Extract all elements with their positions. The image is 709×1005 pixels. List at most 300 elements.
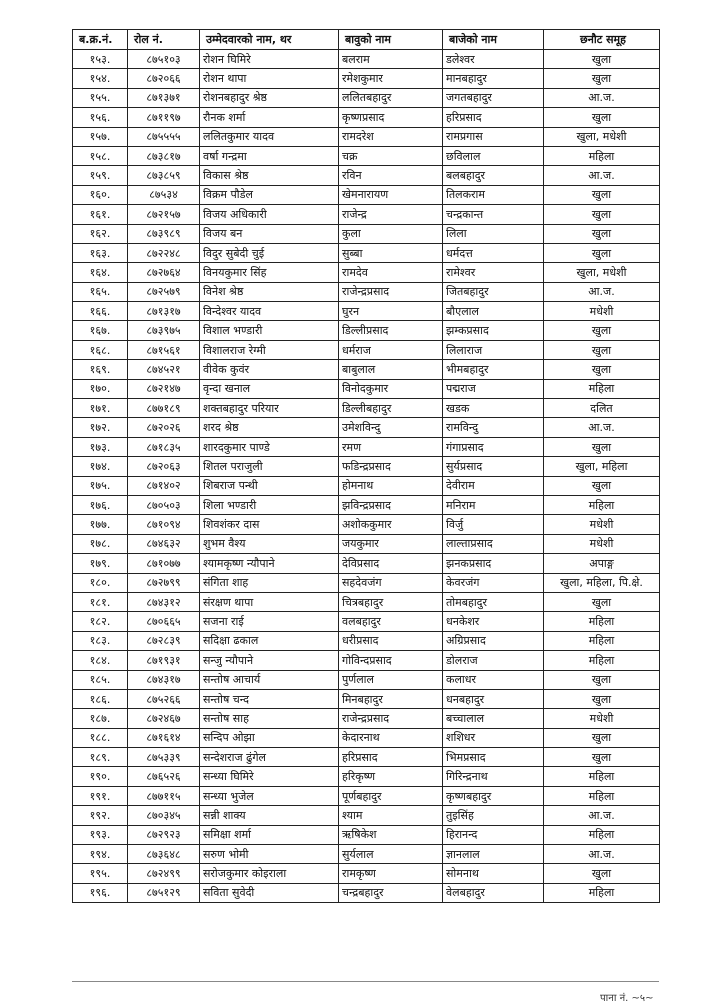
selection-group-cell: महिला: [544, 825, 660, 844]
serial-no-cell: १६४.: [73, 263, 128, 282]
roll-no-cell: ८७१९३१: [128, 651, 200, 670]
candidate-list-table: [72, 29, 660, 903]
serial-no-cell: १५८.: [73, 146, 128, 165]
grandfather-name-cell: भिमप्रसाद: [443, 748, 544, 767]
table-row: [73, 845, 660, 864]
candidate-name-cell: वीवेक कुवंर: [200, 360, 339, 379]
selection-group-cell: आ.ज.: [544, 282, 660, 301]
father-name-cell: सुर्यलाल: [339, 845, 443, 864]
table-row: [73, 883, 660, 902]
selection-group-cell: खुला: [544, 50, 660, 69]
serial-no-cell: १६२.: [73, 224, 128, 243]
table-row: [73, 205, 660, 224]
serial-no-cell: १५३.: [73, 50, 128, 69]
roll-no-cell: ८७४३१२: [128, 592, 200, 611]
selection-group-cell: खुला: [544, 243, 660, 262]
selection-group-cell: दलित: [544, 399, 660, 418]
father-name-cell: रमण: [339, 437, 443, 456]
serial-no-cell: १५६.: [73, 108, 128, 127]
grandfather-name-cell: जगतबहादुर: [443, 88, 544, 107]
grandfather-name-cell: देवीराम: [443, 476, 544, 495]
table-row: [73, 495, 660, 514]
grandfather-name-cell: हरिप्रसाद: [443, 108, 544, 127]
grandfather-name-cell: सोमनाथ: [443, 864, 544, 883]
selection-group-cell: खुला: [544, 728, 660, 747]
father-name-cell: हरिकृष्ण: [339, 767, 443, 786]
header-selection-group: छनौट समूह: [544, 30, 660, 50]
roll-no-cell: ८७२१४७: [128, 379, 200, 398]
table-row: [73, 786, 660, 805]
father-name-cell: झविन्द्रप्रसाद: [339, 495, 443, 514]
father-name-cell: पुर्णलाल: [339, 670, 443, 689]
roll-no-cell: ८७६५२६: [128, 767, 200, 786]
roll-no-cell: ८७२४९९: [128, 864, 200, 883]
roll-no-cell: ८७१८३५: [128, 437, 200, 456]
grandfather-name-cell: चन्द्रकान्त: [443, 205, 544, 224]
father-name-cell: चक्र: [339, 146, 443, 165]
roll-no-cell: ८७१४०२: [128, 476, 200, 495]
father-name-cell: बाबुलाल: [339, 360, 443, 379]
serial-no-cell: १८१.: [73, 592, 128, 611]
grandfather-name-cell: केवरजंग: [443, 573, 544, 592]
serial-no-cell: १८८.: [73, 728, 128, 747]
selection-group-cell: खुला, महिला, पि.क्षे.: [544, 573, 660, 592]
serial-no-cell: १८३.: [73, 631, 128, 650]
serial-no-cell: १५४.: [73, 69, 128, 88]
roll-no-cell: ८७२१५७: [128, 205, 200, 224]
roll-no-cell: ८७५१०३: [128, 50, 200, 69]
roll-no-cell: ८७५२६६: [128, 689, 200, 708]
grandfather-name-cell: छविलाल: [443, 146, 544, 165]
table-row: [73, 476, 660, 495]
father-name-cell: चन्द्रबहादुर: [339, 883, 443, 902]
candidate-name-cell: शिवशंकर दास: [200, 515, 339, 534]
grandfather-name-cell: लिला: [443, 224, 544, 243]
roll-no-cell: ८७५५५५: [128, 127, 200, 146]
table-row: [73, 127, 660, 146]
selection-group-cell: महिला: [544, 631, 660, 650]
grandfather-name-cell: डलेश्वर: [443, 50, 544, 69]
selection-group-cell: खुला, मधेशी: [544, 127, 660, 146]
grandfather-name-cell: धनकेशर: [443, 612, 544, 631]
serial-no-cell: १७३.: [73, 437, 128, 456]
roll-no-cell: ८७२०६६: [128, 69, 200, 88]
table-row: [73, 825, 660, 844]
candidate-name-cell: विदुर सुबेदी चुई: [200, 243, 339, 262]
selection-group-cell: खुला: [544, 340, 660, 359]
candidate-name-cell: विशाल भण्डारी: [200, 321, 339, 340]
roll-no-cell: ८७३९७५: [128, 321, 200, 340]
serial-no-cell: १८४.: [73, 651, 128, 670]
roll-no-cell: ८७१६१४: [128, 728, 200, 747]
grandfather-name-cell: तिलकराम: [443, 185, 544, 204]
grandfather-name-cell: कलाधर: [443, 670, 544, 689]
selection-group-cell: खुला: [544, 476, 660, 495]
candidate-name-cell: विनयकुमार सिंह: [200, 263, 339, 282]
selection-group-cell: खुला: [544, 689, 660, 708]
father-name-cell: रामकृष्ण: [339, 864, 443, 883]
serial-no-cell: १९३.: [73, 825, 128, 844]
selection-group-cell: महिला: [544, 786, 660, 805]
table-row: [73, 651, 660, 670]
roll-no-cell: ८७१३१७: [128, 302, 200, 321]
table-row: [73, 185, 660, 204]
selection-group-cell: खुला: [544, 670, 660, 689]
table-row: [73, 767, 660, 786]
table-row: [73, 302, 660, 321]
grandfather-name-cell: तुइसिंह: [443, 806, 544, 825]
father-name-cell: फडिन्द्रप्रसाद: [339, 457, 443, 476]
serial-no-cell: १८६.: [73, 689, 128, 708]
table-row: [73, 282, 660, 301]
candidate-name-cell: सन्ध्या भुजेल: [200, 786, 339, 805]
grandfather-name-cell: भीमबहादुर: [443, 360, 544, 379]
candidate-name-cell: रोशन घिमिरे: [200, 50, 339, 69]
candidate-name-cell: विन्देश्वर यादव: [200, 302, 339, 321]
grandfather-name-cell: रामेश्वर: [443, 263, 544, 282]
roll-no-cell: ८७४३१७: [128, 670, 200, 689]
father-name-cell: धर्मराज: [339, 340, 443, 359]
grandfather-name-cell: कृष्णबहादुर: [443, 786, 544, 805]
header-father-name: बावुको नाम: [339, 30, 443, 50]
table-row: [73, 573, 660, 592]
table-row: [73, 243, 660, 262]
roll-no-cell: ८७०५०३: [128, 495, 200, 514]
serial-no-cell: १९१.: [73, 786, 128, 805]
table-row: [73, 146, 660, 165]
candidate-name-cell: विनेश श्रेष्ठ: [200, 282, 339, 301]
serial-no-cell: १६१.: [73, 205, 128, 224]
serial-no-cell: १६५.: [73, 282, 128, 301]
father-name-cell: श्याम: [339, 806, 443, 825]
header-candidate-name: उम्मेदवारको नाम, थर: [200, 30, 339, 50]
grandfather-name-cell: झम्कप्रसाद: [443, 321, 544, 340]
table-row: [73, 379, 660, 398]
header-serial-no: ब.क्र.नं.: [73, 30, 128, 50]
table-row: [73, 612, 660, 631]
candidate-name-cell: सदिक्षा ढकाल: [200, 631, 339, 650]
serial-no-cell: १७१.: [73, 399, 128, 418]
roll-no-cell: ८७२०२६: [128, 418, 200, 437]
table-row: [73, 399, 660, 418]
table-row: [73, 515, 660, 534]
selection-group-cell: खुला: [544, 205, 660, 224]
candidate-name-cell: सरोजकुमार कोइराला: [200, 864, 339, 883]
roll-no-cell: ८७७११५: [128, 786, 200, 805]
selection-group-cell: आ.ज.: [544, 166, 660, 185]
table-row: [73, 806, 660, 825]
selection-group-cell: खुला: [544, 69, 660, 88]
selection-group-cell: आ.ज.: [544, 88, 660, 107]
selection-group-cell: मधेशी: [544, 709, 660, 728]
candidate-name-cell: सन्तोष चन्द: [200, 689, 339, 708]
father-name-cell: रामदरेश: [339, 127, 443, 146]
serial-no-cell: १७७.: [73, 515, 128, 534]
roll-no-cell: ८७११९७: [128, 108, 200, 127]
roll-no-cell: ८७३८५९: [128, 166, 200, 185]
father-name-cell: होमनाथ: [339, 476, 443, 495]
roll-no-cell: ८७२७९९: [128, 573, 200, 592]
candidate-name-cell: शरद श्रेष्ठ: [200, 418, 339, 437]
grandfather-name-cell: खडक: [443, 399, 544, 418]
grandfather-name-cell: बलबहादुर: [443, 166, 544, 185]
header-roll-no: रोल नं.: [128, 30, 200, 50]
candidate-name-cell: श्यामकृष्ण न्यौपाने: [200, 554, 339, 573]
selection-group-cell: अपाङ्ग: [544, 554, 660, 573]
candidate-name-cell: वर्षा गन्द्रमा: [200, 146, 339, 165]
selection-group-cell: खुला, महिला: [544, 457, 660, 476]
candidate-name-cell: संगिता शाह: [200, 573, 339, 592]
serial-no-cell: १९६.: [73, 883, 128, 902]
selection-group-cell: खुला: [544, 592, 660, 611]
table-row: [73, 457, 660, 476]
selection-group-cell: महिला: [544, 767, 660, 786]
father-name-cell: डिल्लीप्रसाद: [339, 321, 443, 340]
grandfather-name-cell: झनकप्रसाद: [443, 554, 544, 573]
roll-no-cell: ८७७१८९: [128, 399, 200, 418]
grandfather-name-cell: मानबहादुर: [443, 69, 544, 88]
father-name-cell: अशोककुमार: [339, 515, 443, 534]
table-row: [73, 108, 660, 127]
candidate-name-cell: संरक्षण थापा: [200, 592, 339, 611]
table-row: [73, 534, 660, 553]
grandfather-name-cell: धनबहादुर: [443, 689, 544, 708]
father-name-cell: धरीप्रसाद: [339, 631, 443, 650]
table-row: [73, 418, 660, 437]
roll-no-cell: ८७२०६३: [128, 457, 200, 476]
father-name-cell: घुरन: [339, 302, 443, 321]
table-row: [73, 728, 660, 747]
selection-group-cell: खुला: [544, 437, 660, 456]
table-row: [73, 554, 660, 573]
header-grandfather-name: बाजेको नाम: [443, 30, 544, 50]
selection-group-cell: महिला: [544, 146, 660, 165]
serial-no-cell: १८२.: [73, 612, 128, 631]
grandfather-name-cell: मनिराम: [443, 495, 544, 514]
candidate-name-cell: ललितकुमार यादव: [200, 127, 339, 146]
candidate-name-cell: सन्जु न्यौपाने: [200, 651, 339, 670]
candidate-name-cell: वृन्दा खनाल: [200, 379, 339, 398]
roll-no-cell: ८७३८१७: [128, 146, 200, 165]
father-name-cell: देविप्रसाद: [339, 554, 443, 573]
candidate-name-cell: शिला भण्डारी: [200, 495, 339, 514]
father-name-cell: कृष्णप्रसाद: [339, 108, 443, 127]
table-row: [73, 166, 660, 185]
father-name-cell: रविन: [339, 166, 443, 185]
candidate-name-cell: शुभम वैश्य: [200, 534, 339, 553]
table-row: [73, 321, 660, 340]
serial-no-cell: १५५.: [73, 88, 128, 107]
father-name-cell: सुब्बा: [339, 243, 443, 262]
roll-no-cell: ८७१०९४: [128, 515, 200, 534]
selection-group-cell: मधेशी: [544, 534, 660, 553]
candidate-name-cell: विक्रम पौडेल: [200, 185, 339, 204]
roll-no-cell: ८७२४६७: [128, 709, 200, 728]
roll-no-cell: ८७०३४५: [128, 806, 200, 825]
table-row: [73, 592, 660, 611]
father-name-cell: मिनबहादुर: [339, 689, 443, 708]
candidate-name-cell: विजय अधिकारी: [200, 205, 339, 224]
table-row: [73, 689, 660, 708]
selection-group-cell: महिला: [544, 651, 660, 670]
candidate-name-cell: सन्तोष आचार्य: [200, 670, 339, 689]
table-row: [73, 709, 660, 728]
candidate-name-cell: सन्ध्या घिमिरे: [200, 767, 339, 786]
serial-no-cell: १६६.: [73, 302, 128, 321]
father-name-cell: विनोदकुमार: [339, 379, 443, 398]
table-row: [73, 340, 660, 359]
roll-no-cell: ८७३९८९: [128, 224, 200, 243]
candidate-name-cell: सन्देशराज ढुंगेल: [200, 748, 339, 767]
grandfather-name-cell: गिरिन्द्रनाथ: [443, 767, 544, 786]
grandfather-name-cell: बौएलाल: [443, 302, 544, 321]
father-name-cell: चित्रबहादुर: [339, 592, 443, 611]
table-row: [73, 50, 660, 69]
selection-group-cell: खुला: [544, 185, 660, 204]
selection-group-cell: खुला: [544, 224, 660, 243]
candidate-name-cell: रौनक शर्मा: [200, 108, 339, 127]
candidate-name-cell: सन्दिप ओझा: [200, 728, 339, 747]
grandfather-name-cell: रामप्रगास: [443, 127, 544, 146]
father-name-cell: जयकुमार: [339, 534, 443, 553]
table-row: [73, 263, 660, 282]
candidate-name-cell: सरुण भोमी: [200, 845, 339, 864]
candidate-name-cell: विजय बन: [200, 224, 339, 243]
table-row: [73, 224, 660, 243]
father-name-cell: राजेन्द्रप्रसाद: [339, 282, 443, 301]
father-name-cell: राजेन्द्र: [339, 205, 443, 224]
father-name-cell: हरिप्रसाद: [339, 748, 443, 767]
footer-divider: [72, 981, 659, 982]
selection-group-cell: आ.ज.: [544, 806, 660, 825]
candidate-name-cell: विशालराज रेग्मी: [200, 340, 339, 359]
father-name-cell: ललितबहादुर: [339, 88, 443, 107]
candidate-name-cell: सन्नी शाक्य: [200, 806, 339, 825]
grandfather-name-cell: जितबहादुर: [443, 282, 544, 301]
serial-no-cell: १७५.: [73, 476, 128, 495]
candidate-name-cell: शितल पराजुली: [200, 457, 339, 476]
grandfather-name-cell: ज्ञानलाल: [443, 845, 544, 864]
grandfather-name-cell: तोमबहादुर: [443, 592, 544, 611]
selection-group-cell: मधेशी: [544, 515, 660, 534]
roll-no-cell: ८७०६६५: [128, 612, 200, 631]
selection-group-cell: महिला: [544, 379, 660, 398]
grandfather-name-cell: अग्रिप्रसाद: [443, 631, 544, 650]
table-row: [73, 864, 660, 883]
roll-no-cell: ८७३६४८: [128, 845, 200, 864]
candidate-name-cell: सन्तोष साह: [200, 709, 339, 728]
selection-group-cell: महिला: [544, 495, 660, 514]
serial-no-cell: १५९.: [73, 166, 128, 185]
serial-no-cell: १७९.: [73, 554, 128, 573]
father-name-cell: सहदेवजंग: [339, 573, 443, 592]
father-name-cell: कुला: [339, 224, 443, 243]
table-row: [73, 748, 660, 767]
selection-group-cell: आ.ज.: [544, 418, 660, 437]
grandfather-name-cell: बच्चालाल: [443, 709, 544, 728]
father-name-cell: खेमनारायण: [339, 185, 443, 204]
roll-no-cell: ८७२८३९: [128, 631, 200, 650]
grandfather-name-cell: विर्जु: [443, 515, 544, 534]
table-header-row: [73, 30, 660, 50]
grandfather-name-cell: सुर्यप्रसाद: [443, 457, 544, 476]
serial-no-cell: १८५.: [73, 670, 128, 689]
selection-group-cell: खुला: [544, 321, 660, 340]
table-row: [73, 631, 660, 650]
serial-no-cell: १८०.: [73, 573, 128, 592]
serial-no-cell: १९२.: [73, 806, 128, 825]
page-number: पाना नं. ~५~: [600, 993, 654, 1004]
father-name-cell: डिल्लीबहादुर: [339, 399, 443, 418]
candidate-name-cell: शक्तबहादुर परियार: [200, 399, 339, 418]
selection-group-cell: महिला: [544, 612, 660, 631]
roll-no-cell: ८७२७६४: [128, 263, 200, 282]
grandfather-name-cell: लाल्ताप्रसाद: [443, 534, 544, 553]
father-name-cell: गोविन्दप्रसाद: [339, 651, 443, 670]
roll-no-cell: ८७२२४८: [128, 243, 200, 262]
selection-group-cell: आ.ज.: [544, 845, 660, 864]
serial-no-cell: १८७.: [73, 709, 128, 728]
grandfather-name-cell: पद्मराज: [443, 379, 544, 398]
serial-no-cell: १८९.: [73, 748, 128, 767]
roll-no-cell: ८७२९२३: [128, 825, 200, 844]
serial-no-cell: १९०.: [73, 767, 128, 786]
candidate-name-cell: रोशन थापा: [200, 69, 339, 88]
serial-no-cell: १६०.: [73, 185, 128, 204]
serial-no-cell: १७०.: [73, 379, 128, 398]
father-name-cell: ऋषिकेश: [339, 825, 443, 844]
serial-no-cell: १६९.: [73, 360, 128, 379]
roll-no-cell: ८७२५७९: [128, 282, 200, 301]
father-name-cell: पूर्णबहादुर: [339, 786, 443, 805]
candidate-name-cell: समिक्षा शर्मा: [200, 825, 339, 844]
table-body: [73, 50, 660, 903]
selection-group-cell: खुला: [544, 108, 660, 127]
selection-group-cell: खुला: [544, 864, 660, 883]
father-name-cell: वलबहादुर: [339, 612, 443, 631]
father-name-cell: केदारनाथ: [339, 728, 443, 747]
selection-group-cell: खुला: [544, 360, 660, 379]
father-name-cell: राजेन्द्रप्रसाद: [339, 709, 443, 728]
grandfather-name-cell: लिलाराज: [443, 340, 544, 359]
roll-no-cell: ८७१३७१: [128, 88, 200, 107]
serial-no-cell: १६३.: [73, 243, 128, 262]
candidate-name-cell: शिबराज पन्थी: [200, 476, 339, 495]
grandfather-name-cell: शशिधर: [443, 728, 544, 747]
selection-group-cell: खुला, मधेशी: [544, 263, 660, 282]
grandfather-name-cell: डोलराज: [443, 651, 544, 670]
father-name-cell: बलराम: [339, 50, 443, 69]
serial-no-cell: १७६.: [73, 495, 128, 514]
roll-no-cell: ८७१५६१: [128, 340, 200, 359]
grandfather-name-cell: रामविन्दु: [443, 418, 544, 437]
table-row: [73, 88, 660, 107]
serial-no-cell: १९४.: [73, 845, 128, 864]
table-row: [73, 69, 660, 88]
serial-no-cell: १९५.: [73, 864, 128, 883]
candidate-name-cell: सविता सुवेदी: [200, 883, 339, 902]
father-name-cell: उमेशविन्दु: [339, 418, 443, 437]
selection-group-cell: महिला: [544, 883, 660, 902]
selection-group-cell: मधेशी: [544, 302, 660, 321]
grandfather-name-cell: वेलबहादुर: [443, 883, 544, 902]
serial-no-cell: १६७.: [73, 321, 128, 340]
roll-no-cell: ८७१०७७: [128, 554, 200, 573]
candidate-name-cell: विकास श्रेष्ठ: [200, 166, 339, 185]
serial-no-cell: १५७.: [73, 127, 128, 146]
father-name-cell: रमेशकुमार: [339, 69, 443, 88]
roll-no-cell: ८७४५२१: [128, 360, 200, 379]
